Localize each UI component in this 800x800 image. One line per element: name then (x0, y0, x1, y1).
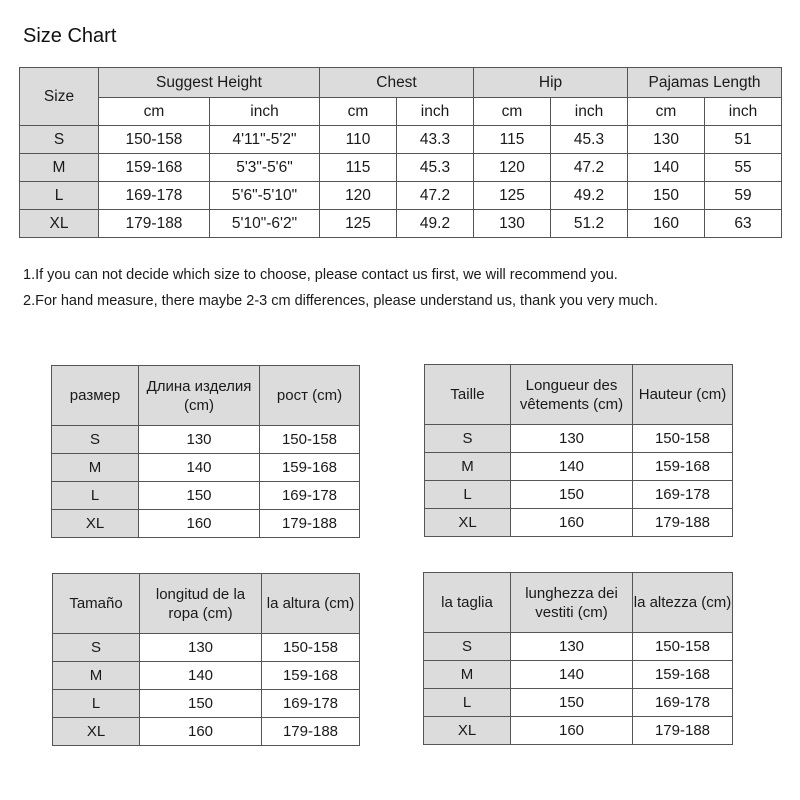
table-cell: 45.3 (397, 154, 474, 182)
table-row (53, 690, 360, 718)
size-cell: XL (424, 717, 511, 745)
table-cell: 160 (140, 718, 262, 746)
length-header: lunghezza dei vestiti (cm) (511, 573, 633, 633)
size-header: la taglia (424, 573, 511, 633)
size-cell: L (425, 481, 511, 509)
table-cell: 140 (140, 662, 262, 690)
table-cell: 169-178 (633, 481, 733, 509)
size-cell: S (424, 633, 511, 661)
table-row (425, 509, 733, 537)
unit-header: cm (628, 98, 705, 126)
table-row (424, 633, 733, 661)
table-cell: 150 (628, 182, 705, 210)
table-cell: 169-178 (262, 690, 360, 718)
unit-header: cm (99, 98, 210, 126)
header-row (20, 68, 782, 98)
length-header: Длина изделия (cm) (139, 366, 260, 426)
table-cell: 160 (628, 210, 705, 238)
table-row (425, 425, 733, 453)
length-header: Longueur des vêtements (cm) (511, 365, 633, 425)
table-cell: 110 (320, 126, 397, 154)
height-header: la altezza (cm) (633, 573, 733, 633)
table-cell: 150-158 (99, 126, 210, 154)
table-cell: 159-168 (633, 453, 733, 481)
size-cell: S (20, 126, 99, 154)
group-header: Hip (474, 68, 628, 98)
table-row (424, 717, 733, 745)
table-cell: 169-178 (99, 182, 210, 210)
table-cell: 63 (705, 210, 782, 238)
main-size-table (19, 67, 782, 238)
size-cell: L (53, 690, 140, 718)
table-row (52, 426, 360, 454)
page-title: Size Chart (23, 25, 117, 47)
table-cell: 169-178 (260, 482, 360, 510)
table-row (53, 634, 360, 662)
size-cell: S (425, 425, 511, 453)
height-header: la altura (cm) (262, 574, 360, 634)
table-cell: 51.2 (551, 210, 628, 238)
table-row (20, 210, 782, 238)
header-row (53, 574, 360, 634)
size-cell: XL (52, 510, 139, 538)
table-cell: 160 (511, 509, 633, 537)
table-cell: 5'3"-5'6" (210, 154, 320, 182)
size-header: Taille (425, 365, 511, 425)
table-cell: 47.2 (397, 182, 474, 210)
table-cell: 150 (511, 689, 633, 717)
table-cell: 150-158 (260, 426, 360, 454)
table-cell: 45.3 (551, 126, 628, 154)
table-cell: 179-188 (633, 509, 733, 537)
table-cell: 179-188 (260, 510, 360, 538)
group-header: Pajamas Length (628, 68, 782, 98)
table-cell: 160 (139, 510, 260, 538)
size-header: Size (20, 68, 99, 126)
size-cell: L (424, 689, 511, 717)
size-table-italian (423, 572, 733, 745)
table-cell: 140 (628, 154, 705, 182)
table-cell: 120 (474, 154, 551, 182)
table-cell: 5'10"-6'2" (210, 210, 320, 238)
table-cell: 115 (320, 154, 397, 182)
table-row (52, 482, 360, 510)
table-cell: 179-188 (633, 717, 733, 745)
table-row (424, 661, 733, 689)
table-cell: 130 (140, 634, 262, 662)
size-header: Tamaño (53, 574, 140, 634)
table-cell: 125 (474, 182, 551, 210)
table-cell: 150 (139, 482, 260, 510)
size-cell: S (53, 634, 140, 662)
table-row (20, 154, 782, 182)
unit-header: cm (320, 98, 397, 126)
size-cell: M (424, 661, 511, 689)
table-cell: 140 (139, 454, 260, 482)
unit-header: cm (474, 98, 551, 126)
unit-header: inch (210, 98, 320, 126)
table-cell: 150 (140, 690, 262, 718)
table-cell: 160 (511, 717, 633, 745)
size-table-french (424, 364, 733, 537)
table-cell: 49.2 (397, 210, 474, 238)
table-cell: 150-158 (633, 633, 733, 661)
table-cell: 179-188 (99, 210, 210, 238)
unit-header: inch (551, 98, 628, 126)
table-cell: 159-168 (262, 662, 360, 690)
height-header: рост (cm) (260, 366, 360, 426)
notes (23, 262, 658, 314)
table-cell: 150-158 (262, 634, 360, 662)
table-row (425, 481, 733, 509)
length-header: longitud de la ropa (cm) (140, 574, 262, 634)
table-row (52, 510, 360, 538)
table-cell: 120 (320, 182, 397, 210)
size-cell: XL (20, 210, 99, 238)
table-cell: 130 (628, 126, 705, 154)
size-cell: XL (53, 718, 140, 746)
table-cell: 130 (511, 633, 633, 661)
table-cell: 130 (511, 425, 633, 453)
table-cell: 51 (705, 126, 782, 154)
table-cell: 130 (474, 210, 551, 238)
size-table-spanish (52, 573, 360, 746)
size-cell: M (53, 662, 140, 690)
table-row (53, 662, 360, 690)
unit-header: inch (397, 98, 474, 126)
size-cell: S (52, 426, 139, 454)
unit-header: inch (705, 98, 782, 126)
table-cell: 43.3 (397, 126, 474, 154)
table-cell: 159-168 (633, 661, 733, 689)
size-cell: L (20, 182, 99, 210)
table-cell: 49.2 (551, 182, 628, 210)
table-cell: 130 (139, 426, 260, 454)
table-cell: 5'6"-5'10" (210, 182, 320, 210)
size-cell: M (425, 453, 511, 481)
table-cell: 150 (511, 481, 633, 509)
note-2: 2.For hand measure, there maybe 2-3 cm differences, please understand us, thank you very much. (23, 293, 658, 309)
table-cell: 125 (320, 210, 397, 238)
table-row (52, 454, 360, 482)
table-cell: 159-168 (99, 154, 210, 182)
size-header: размер (52, 366, 139, 426)
header-row (425, 365, 733, 425)
table-cell: 47.2 (551, 154, 628, 182)
table-row (425, 453, 733, 481)
group-header: Chest (320, 68, 474, 98)
table-row (20, 126, 782, 154)
table-cell: 59 (705, 182, 782, 210)
header-row (52, 366, 360, 426)
table-cell: 179-188 (262, 718, 360, 746)
size-cell: L (52, 482, 139, 510)
table-cell: 4'11"-5'2" (210, 126, 320, 154)
height-header: Hauteur (cm) (633, 365, 733, 425)
table-row (20, 182, 782, 210)
table-cell: 140 (511, 661, 633, 689)
table-row (424, 689, 733, 717)
header-row (424, 573, 733, 633)
table-cell: 140 (511, 453, 633, 481)
unit-row (20, 98, 782, 126)
group-header: Suggest Height (99, 68, 320, 98)
table-cell: 159-168 (260, 454, 360, 482)
table-cell: 115 (474, 126, 551, 154)
table-cell: 169-178 (633, 689, 733, 717)
size-cell: M (20, 154, 99, 182)
note-1: 1.If you can not decide which size to choose, please contact us first, we will recommend you. (23, 267, 618, 283)
table-row (53, 718, 360, 746)
table-cell: 55 (705, 154, 782, 182)
size-cell: XL (425, 509, 511, 537)
size-cell: M (52, 454, 139, 482)
size-table-russian (51, 365, 360, 538)
table-cell: 150-158 (633, 425, 733, 453)
